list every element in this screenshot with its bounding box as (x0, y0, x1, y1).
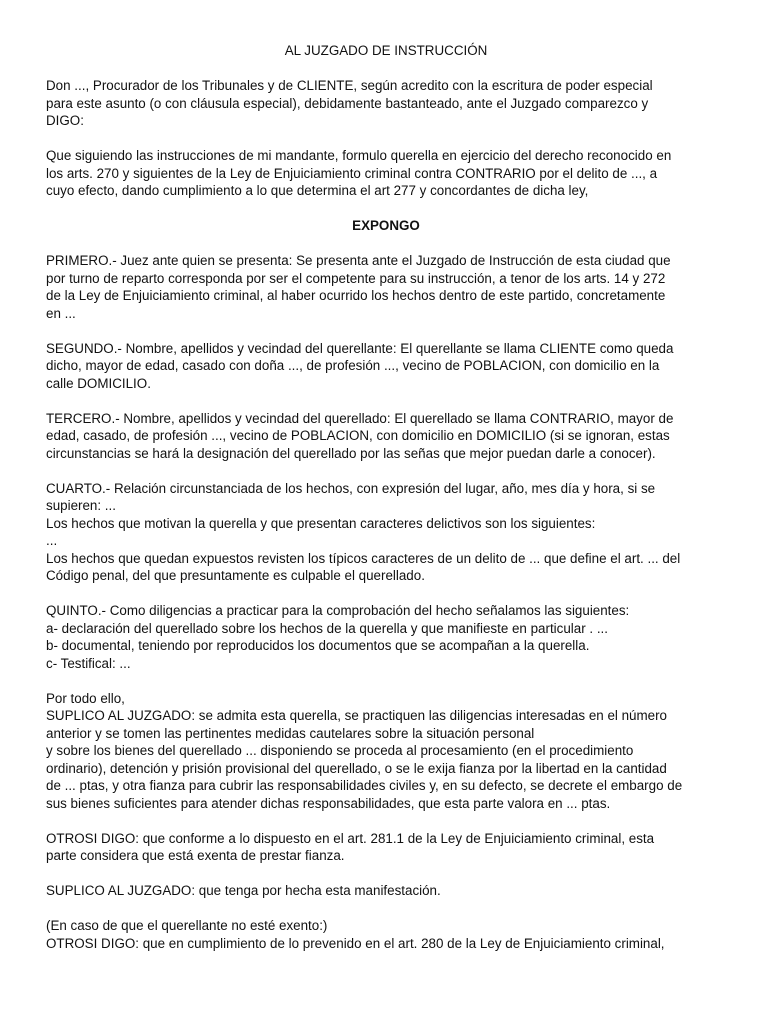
intro-paragraph (46, 77, 726, 130)
text-line: QUINTO.- Como diligencias a practicar para la comprobación del hecho señalamos las siguientes: (46, 603, 630, 618)
otrosi-digo-fianza-paragraph (46, 917, 726, 952)
text-line: DIGO: (46, 113, 84, 128)
text-line: PRIMERO.- Juez ante quien se presenta: Se presenta ante el Juzgado de Instrucción de esta ciudad que (46, 253, 671, 268)
text-line: y sobre los bienes del querellado ... disponiendo se proceda al procesamiento (en el procedimiento (46, 743, 634, 758)
primero-paragraph (46, 252, 726, 322)
text-line: los arts. 270 y siguientes de la Ley de Enjuiciamiento criminal contra CONTRARIO por el delito de ..., a (46, 165, 658, 181)
text-line: edad, casado, de profesión ..., vecino de POBLACION, con domicilio en DOMICILIO (si se ignoran, estas (46, 428, 670, 443)
text-line: Que siguiendo las instrucciones de mi mandante, formulo querella en ejercicio del derecho reconocido en (46, 148, 672, 163)
text-line: por turno de reparto corresponda por ser el competente para su instrucción, a tenor de los arts. 14 y 272 (46, 270, 666, 286)
text-line: ordinario), detención y prisión provisional del querellado, o se le exija fianza por la libertad en la cantidad (46, 760, 667, 776)
cuarto-paragraph (46, 480, 726, 585)
text-line: anterior y se tomen las pertinentes medidas cautelares sobre la situación personal (46, 725, 535, 741)
suplico-paragraph (46, 690, 726, 813)
text-line: CUARTO.- Relación circunstanciada de los hechos, con expresión del lugar, año, mes día y hora, si se (46, 480, 656, 496)
expongo-heading: EXPONGO (352, 218, 420, 233)
text-line: SUPLICO AL JUZGADO: se admita esta querella, se practiquen las diligencias interesadas en el número (46, 708, 667, 723)
que-siguiendo-paragraph (46, 147, 726, 200)
text-line: circunstancias se hará la designación del querellado por las señas que mejor puedan darle a conocer). (46, 445, 656, 461)
text-line: SEGUNDO.- Nombre, apellidos y vecindad del querellante: El querellante se llama CLIENTE como queda (46, 340, 674, 356)
text-line: para este asunto (o con cláusula especial), debidamente bastanteado, ante el Juzgado comparezco y (46, 95, 649, 111)
text-line: de ... ptas, y otra fianza para cubrir las responsabilidades civiles y, en su defecto, se decrete el embargo de (46, 778, 683, 793)
text-line: ... (46, 533, 58, 548)
text-line: en ... (46, 305, 76, 321)
tercero-paragraph (46, 410, 726, 463)
otrosi-digo-paragraph (46, 830, 726, 865)
document-body (46, 42, 726, 952)
text-line: Por todo ello, (46, 690, 125, 706)
text-line: supieren: ... (46, 498, 116, 513)
text-line: Código penal, del que presuntamente es culpable el querellado. (46, 568, 425, 583)
text-line: parte considera que está exenta de prestar fianza. (46, 848, 345, 863)
text-line: de la Ley de Enjuiciamiento criminal, al haber ocurrido los hechos dentro de este partido, concretamente (46, 288, 666, 303)
text-line: cuyo efecto, dando cumplimiento a lo que determina el art 277 y concordantes de dicha ley, (46, 183, 589, 198)
text-line: c- Testifical: ... (46, 655, 131, 671)
text-line: OTROSI DIGO: que en cumplimiento de lo prevenido en el art. 280 de la Ley de Enjuiciamiento criminal, (46, 935, 665, 951)
text-line: (En caso de que el querellante no esté exento:) (46, 918, 328, 933)
text-line: dicho, mayor de edad, casado con doña ..., de profesión ..., vecino de POBLACION, con domicilio en la (46, 358, 660, 373)
text-line: TERCERO.- Nombre, apellidos y vecindad del querellado: El querellado se llama CONTRARIO, mayor de (46, 410, 674, 426)
text-line: SUPLICO AL JUZGADO: que tenga por hecha esta manifestación. (46, 883, 441, 898)
suplico-manifestacion-paragraph (46, 882, 726, 900)
quinto-paragraph (46, 602, 726, 672)
text-line: b- documental, teniendo por reproducidos los documentos que se acompañan a la querella. (46, 638, 590, 653)
text-line: sus bienes suficientes para atender dichas responsabilidades, que esta parte valora en ... ptas. (46, 795, 611, 811)
text-line: OTROSI DIGO: que conforme a lo dispuesto en el art. 281.1 de la Ley de Enjuiciamiento criminal, esta (46, 830, 655, 846)
text-line: a- declaración del querellado sobre los hechos de la querella y que manifieste en particular . ... (46, 620, 608, 636)
text-line: Don ..., Procurador de los Tribunales y de CLIENTE, según acredito con la escritura de poder especial (46, 78, 653, 93)
text-line: calle DOMICILIO. (46, 375, 151, 391)
text-line: Los hechos que motivan la querella y que presentan caracteres delictivos son los siguientes: (46, 515, 596, 531)
document-title: AL JUZGADO DE INSTRUCCIÓN (284, 43, 488, 58)
segundo-paragraph (46, 340, 726, 393)
text-line: Los hechos que quedan expuestos revisten los típicos caracteres de un delito de ... que define el art. ... del (46, 550, 681, 566)
